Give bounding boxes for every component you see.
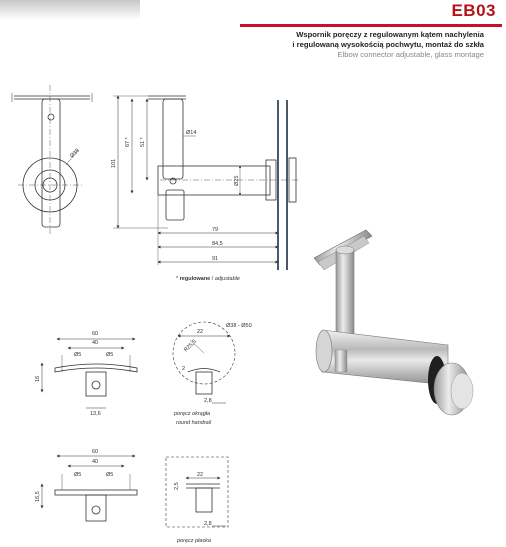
flat-dim-22: 22	[197, 472, 204, 478]
description-pl-line1: Wspornik poręczy z regulowanym kątem nachylenia	[296, 30, 484, 39]
side-view	[113, 96, 300, 270]
dim-51: 51 *	[140, 137, 146, 147]
caption-flat-handrail-pl: poręcz płaska	[177, 538, 211, 544]
dim-101: 101	[111, 158, 117, 168]
legend-star: *	[176, 276, 179, 282]
flat-saddle-drawing	[42, 456, 228, 527]
product-photo	[314, 230, 473, 415]
round-dim-phi5-right: Ø5	[106, 352, 114, 358]
flat-dim-60: 60	[92, 449, 99, 455]
legend-en: adjustable	[214, 276, 240, 282]
dim-67: 67 *	[125, 137, 131, 147]
description-en: Elbow connector adjustable, glass montage	[337, 50, 484, 59]
dim-91: 91	[212, 256, 219, 262]
description-pl-line2: i regulowaną wysokością pochwytu, montaż do szkła	[292, 40, 484, 49]
dim-84-5: 84,5	[212, 241, 223, 247]
round-dim-diameter-range: Ø38 - Ø50	[226, 323, 252, 329]
caption-round-handrail-en: round handrail	[176, 420, 212, 426]
round-dim-13-6: 13,6	[90, 411, 101, 417]
dim-phi14: Ø14	[186, 130, 197, 136]
round-dim-2: 2	[182, 366, 186, 372]
round-dim-radius: R25,5	[183, 338, 198, 354]
round-dim-40: 40	[92, 340, 99, 346]
dim-79: 79	[212, 227, 219, 233]
flat-dim-phi5-right: Ø5	[106, 472, 114, 478]
flat-dim-16-5: 16,5	[35, 491, 41, 502]
caption-round-handrail-pl: poręcz okrągła	[174, 411, 211, 417]
front-view	[12, 85, 92, 235]
round-saddle-drawing	[42, 322, 235, 408]
legend-separator: /	[211, 276, 214, 282]
flat-dim-2-5: 2,5	[174, 482, 180, 490]
round-dim-16: 16	[35, 375, 41, 382]
dim-phi38: Ø38	[69, 147, 81, 160]
dim-phi25: Ø25	[234, 175, 240, 186]
product-code: EB03	[451, 1, 496, 20]
round-dim-phi5-left: Ø5	[74, 352, 82, 358]
flat-dim-2-8: 2,8	[204, 521, 212, 527]
round-dim-2-8: 2,8	[204, 398, 212, 404]
legend-pl: regulowane	[179, 276, 211, 282]
flat-dim-phi5-left: Ø5	[74, 472, 82, 478]
adjustable-legend	[176, 276, 240, 282]
flat-dim-40: 40	[92, 459, 99, 465]
round-dim-22: 22	[197, 329, 204, 335]
round-dim-60: 60	[92, 331, 99, 337]
